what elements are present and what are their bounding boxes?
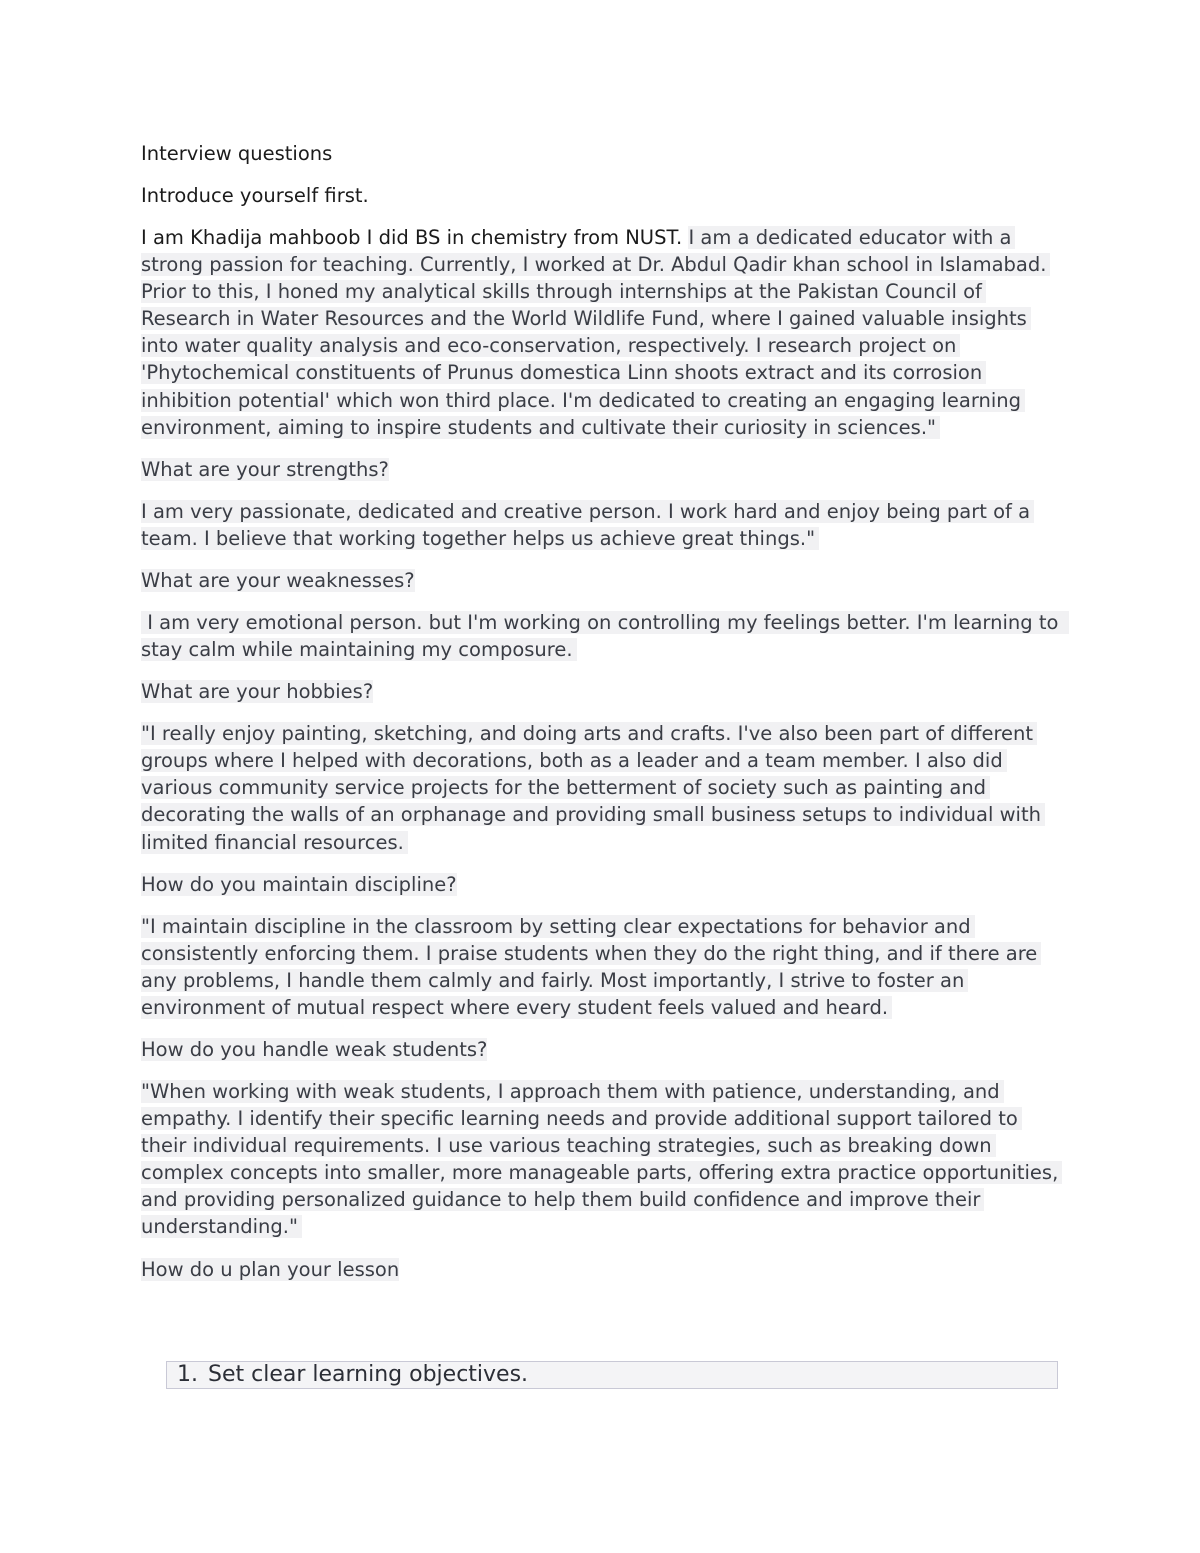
question-hobbies (141, 678, 1061, 705)
question-lesson-plan-text: How do u plan your lesson (141, 1257, 400, 1281)
question-weak-students-text: How do you handle weak students? (141, 1037, 488, 1061)
answer-hobbies (141, 720, 1061, 855)
question-strengths (141, 456, 1061, 483)
question-weaknesses-text: What are your weaknesses? (141, 568, 415, 592)
answer-hobbies-text: "I really enjoy painting, sketching, and doing arts and crafts. I've also been part of different groups where I helped with decorations, both as a leader and a team member. I also did various community service projects for the betterment of society such as painting and decorating the walls of an orphanage and providing small business setups to individual with limited financial resources. (141, 722, 1045, 853)
question-lesson-plan (141, 1256, 1061, 1283)
question-hobbies-text: What are your hobbies? (141, 680, 374, 704)
answer-discipline-text: "I maintain discipline in the classroom by setting clear expectations for behavior and consistently enforcing them. I praise students when they do the right thing, and if there are any problems, I handle them calmly and fairly. Most importantly, I strive to foster an environment of mutual respect where every student feels valued and heard. (141, 915, 1041, 1019)
answer-weaknesses-text: I am very emotional person. but I'm working on controlling my feelings better. I'm learning to stay calm while maintaining my composure. (141, 611, 1069, 661)
answer-discipline (141, 913, 1061, 1021)
answer-weaknesses (141, 609, 1065, 663)
answer-weak-students (141, 1078, 1061, 1241)
answer-introduce (141, 224, 1061, 441)
question-discipline-text: How do you maintain discipline? (141, 872, 457, 896)
question-discipline (141, 871, 1061, 898)
answer-introduce-text: I am a dedicated educator with a strong passion for teaching. Currently, I worked at Dr. Abdul Qadir khan school in Islamabad. Prior to this, I honed my analytical skills through internships at the Pakistan Council of Research in Water Resources and the World Wildlife Fund, where I gained valuable insights into water quality analysis and eco-conservation, respectively. I research project on 'Phytochemical constituents of Prunus domestica Linn shoots extract and its corrosion inhibition potential' which won third place. I'm dedicated to creating an engaging learning environment, aiming to inspire students and cultivate their curiosity in sciences." (141, 226, 1050, 439)
question-weaknesses (141, 567, 1061, 594)
answer-strengths (141, 498, 1061, 552)
answer-introduce-plain: I am Khadija mahboob I did BS in chemistry from NUST. (141, 226, 683, 249)
numbered-list-item-box (166, 1361, 1058, 1389)
answer-weak-students-text: "When working with weak students, I approach them with patience, understanding, and empathy. I identify their specific learning needs and provide additional support tailored to their individual requirements. I use various teaching strategies, such as breaking down complex concepts into smaller, more manageable parts, offering extra practice opportunities, and providing personalized guidance to help them build confidence and improve their understanding." (141, 1080, 1062, 1238)
document-body (141, 140, 1065, 1298)
list-item-number: 1. (177, 1362, 198, 1387)
question-introduce: Introduce yourself first. (141, 184, 369, 207)
question-strengths-text: What are your strengths? (141, 457, 389, 481)
answer-strengths-text: I am very passionate, dedicated and creative person. I work hard and enjoy being part of a team. I believe that working together helps us achieve great things." (141, 500, 1034, 550)
document-title: Interview questions (141, 142, 333, 165)
list-item (177, 1360, 528, 1390)
list-item-text: Set clear learning objectives. (208, 1362, 529, 1387)
question-weak-students (141, 1036, 1061, 1063)
